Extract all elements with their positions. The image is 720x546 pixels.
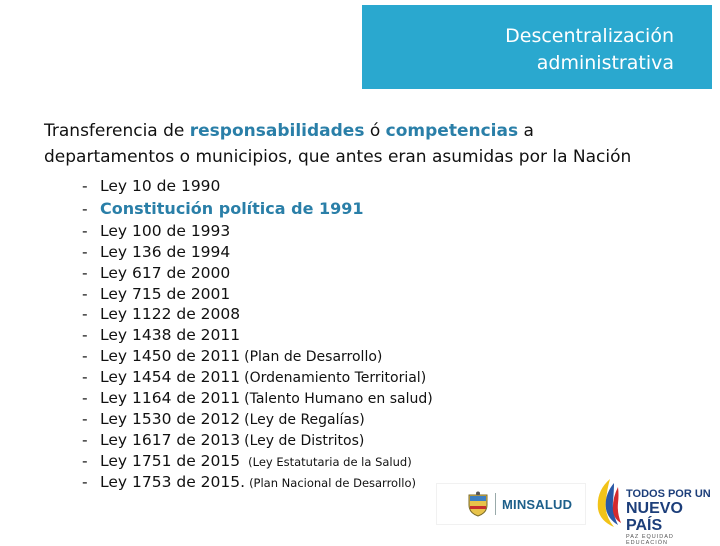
law-title: Ley 1450 de 2011 — [100, 347, 241, 366]
law-list — [82, 176, 433, 492]
coat-of-arms-icon — [467, 491, 489, 517]
law-note: (Ley de Distritos) — [244, 432, 365, 449]
list-item — [82, 409, 433, 430]
law-title: Ley 1617 de 2013 — [100, 430, 241, 449]
list-item — [82, 304, 433, 325]
list-item — [82, 176, 433, 197]
law-note: (Plan de Desarrollo) — [244, 349, 383, 366]
list-dash: - — [82, 368, 88, 387]
list-item — [82, 263, 433, 284]
list-item — [82, 325, 433, 346]
law-title: Ley 136 de 1994 — [100, 242, 231, 261]
intro-text-1: Transferencia de — [44, 121, 190, 141]
list-item — [82, 197, 433, 221]
minsalud-logo-text: MINSALUD — [502, 496, 573, 512]
law-title: Ley 1164 de 2011 — [100, 389, 241, 408]
intro-text-2: ó — [364, 121, 386, 141]
tpun-line-3: PAZ EQUIDAD EDUCACIÓN — [626, 534, 674, 546]
list-item — [82, 221, 433, 242]
list-dash: - — [82, 199, 88, 218]
page-title — [505, 23, 674, 77]
law-title: Ley 617 de 2000 — [100, 263, 231, 282]
list-dash: - — [82, 221, 88, 240]
law-title: Ley 100 de 1993 — [100, 221, 231, 240]
list-dash: - — [82, 430, 88, 449]
law-title: Ley 10 de 1990 — [100, 177, 221, 195]
list-dash: - — [82, 177, 88, 195]
list-dash: - — [82, 451, 88, 470]
keyword-responsabilidades: responsabilidades — [189, 121, 365, 141]
law-note: (Talento Humano en salud) — [244, 391, 433, 408]
law-note: (Ley Estatutaria de la Salud) — [248, 454, 412, 469]
intro-paragraph — [44, 118, 704, 170]
law-note: (Plan Nacional de Desarrollo) — [249, 475, 417, 490]
law-title: Ley 715 de 2001 — [100, 284, 231, 303]
minsalud-logo — [436, 483, 586, 525]
law-title: Ley 1122 de 2008 — [100, 305, 241, 324]
title-banner — [362, 5, 712, 89]
list-dash: - — [82, 472, 88, 491]
list-dash: - — [82, 263, 88, 282]
law-title: Ley 1753 de 2015. — [100, 472, 246, 491]
list-dash: - — [82, 242, 88, 261]
intro-line-2: departamentos o municipios, que antes eran asumidas por la Nación — [44, 147, 632, 167]
list-dash: - — [82, 347, 88, 366]
intro-line-1 — [44, 118, 704, 144]
list-dash: - — [82, 326, 88, 345]
list-item — [82, 430, 433, 451]
flag-swoosh-icon — [592, 477, 622, 529]
title-line-1: Descentralización — [505, 25, 674, 47]
law-title: Ley 1454 de 2011 — [100, 368, 241, 387]
tpun-text — [626, 489, 714, 546]
law-title-highlighted: Constitución política de 1991 — [100, 198, 364, 218]
todos-por-un-nuevo-pais-logo — [592, 477, 714, 546]
keyword-competencias: competencias — [385, 121, 519, 141]
list-dash: - — [82, 409, 88, 428]
list-item — [82, 367, 433, 388]
list-dash: - — [82, 389, 88, 408]
list-item — [82, 346, 433, 367]
list-item — [82, 472, 433, 493]
list-item — [82, 242, 433, 263]
intro-text-3: a — [518, 121, 534, 141]
law-note: (Ordenamiento Territorial) — [244, 370, 427, 387]
title-line-2: administrativa — [536, 52, 674, 74]
law-note: (Ley de Regalías) — [244, 411, 365, 428]
list-item — [82, 451, 433, 472]
logo-divider — [495, 493, 496, 515]
tpun-line-2: NUEVO PAÍS — [626, 500, 683, 534]
law-title: Ley 1438 de 2011 — [100, 326, 241, 345]
list-item — [82, 388, 433, 409]
law-title: Ley 1530 de 2012 — [100, 409, 241, 428]
list-dash: - — [82, 284, 88, 303]
tpun-line-1: TODOS POR UN — [626, 488, 711, 500]
law-title: Ley 1751 de 2015 — [100, 451, 241, 470]
list-dash: - — [82, 305, 88, 324]
list-item — [82, 284, 433, 305]
